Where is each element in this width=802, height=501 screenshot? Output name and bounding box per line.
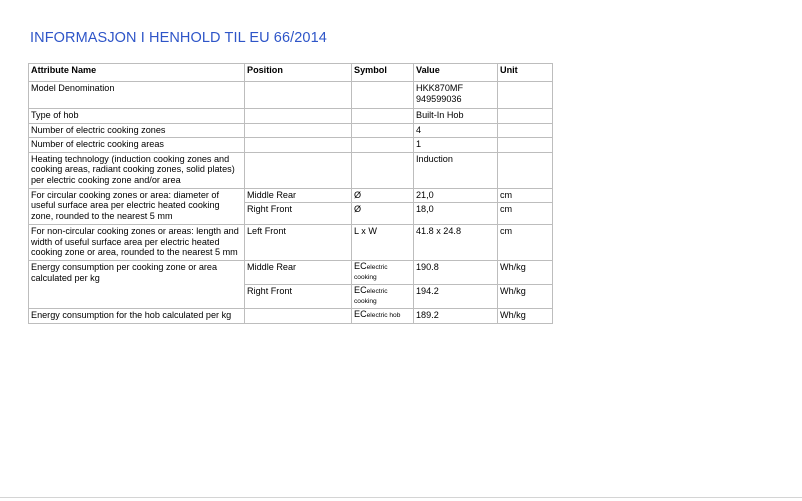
value-cell: Induction (414, 152, 498, 188)
position-cell: Left Front (245, 225, 352, 261)
attribute-cell: Number of electric cooking areas (29, 138, 245, 153)
header-attribute: Attribute Name (29, 64, 245, 82)
symbol-subscript: electric hob (366, 311, 401, 319)
symbol-cell (352, 109, 414, 124)
unit-cell: Wh/kg (498, 260, 553, 284)
symbol-cell (352, 260, 414, 284)
table-row (29, 123, 553, 138)
symbol-subscript: cooking (354, 273, 377, 281)
position-cell (245, 123, 352, 138)
header-position: Position (245, 64, 352, 82)
unit-cell (498, 123, 553, 138)
model-code: HKK870MF (416, 83, 464, 93)
table-row (29, 260, 553, 284)
product-number: 949599036 (416, 93, 462, 104)
table-header-row (29, 64, 553, 82)
position-cell (245, 109, 352, 124)
page-bottom-divider (0, 497, 802, 498)
value-cell: 190.8 (414, 260, 498, 284)
symbol-subscript: cooking (354, 297, 377, 305)
table-row (29, 109, 553, 124)
symbol-cell: L x W (352, 225, 414, 261)
symbol-cell: Ø (352, 188, 414, 203)
attribute-cell: Type of hob (29, 109, 245, 124)
position-cell: Middle Rear (245, 188, 352, 203)
position-cell (245, 138, 352, 153)
symbol-subscript: electric (366, 287, 388, 295)
value-cell: 1 (414, 138, 498, 153)
position-cell: Right Front (245, 284, 352, 308)
attribute-cell: For circular cooking zones or area: diameter of useful surface area per electric heated cooking zone, rounded to the nearest 5 mm (29, 188, 245, 225)
table-row (29, 188, 553, 203)
attribute-cell: Number of electric cooking zones (29, 123, 245, 138)
attribute-cell: Energy consumption for the hob calculated per kg (29, 308, 245, 323)
unit-cell (498, 152, 553, 188)
position-cell (245, 152, 352, 188)
value-cell: Built-In Hob (414, 109, 498, 124)
table-row (29, 138, 553, 153)
value-cell: 189.2 (414, 308, 498, 323)
attribute-cell: For non-circular cooking zones or areas: length and width of useful surface area per electric heated cooking zone or area, rounded to the nearest 5 mm (29, 225, 245, 261)
unit-cell (498, 109, 553, 124)
value-cell: 4 (414, 123, 498, 138)
position-cell (245, 82, 352, 109)
value-cell: 18,0 (414, 203, 498, 225)
position-cell (245, 308, 352, 323)
attribute-cell: Heating technology (induction cooking zones and cooking areas, radiant cooking zones, solid plates) per electric cooking zone and/or area (29, 152, 245, 188)
position-cell: Right Front (245, 203, 352, 225)
symbol-cell (352, 138, 414, 153)
symbol-main: EC (354, 260, 367, 271)
unit-cell (498, 138, 553, 153)
symbol-cell (352, 82, 414, 109)
table-row (29, 308, 553, 323)
symbol-main: EC (354, 284, 367, 295)
energy-info-table (28, 63, 553, 324)
position-cell: Middle Rear (245, 260, 352, 284)
symbol-main: EC (354, 308, 367, 319)
value-cell (414, 82, 498, 109)
symbol-cell: Ø (352, 203, 414, 225)
value-cell: 194.2 (414, 284, 498, 308)
attribute-cell: Model Denomination (29, 82, 245, 109)
table-row (29, 152, 553, 188)
unit-cell: Wh/kg (498, 284, 553, 308)
header-symbol: Symbol (352, 64, 414, 82)
symbol-cell (352, 308, 414, 323)
symbol-cell (352, 123, 414, 138)
symbol-subscript: electric (366, 263, 388, 271)
header-value: Value (414, 64, 498, 82)
document-title: INFORMASJON I HENHOLD TIL EU 66/2014 (30, 30, 327, 46)
symbol-cell (352, 152, 414, 188)
value-cell: 41.8 x 24.8 (414, 225, 498, 261)
symbol-cell (352, 284, 414, 308)
unit-cell: cm (498, 203, 553, 225)
header-unit: Unit (498, 64, 553, 82)
value-cell: 21,0 (414, 188, 498, 203)
table-row (29, 82, 553, 109)
unit-cell: cm (498, 188, 553, 203)
unit-cell (498, 82, 553, 109)
attribute-cell: Energy consumption per cooking zone or area calculated per kg (29, 260, 245, 308)
table-row (29, 225, 553, 261)
unit-cell: cm (498, 225, 553, 261)
unit-cell: Wh/kg (498, 308, 553, 323)
